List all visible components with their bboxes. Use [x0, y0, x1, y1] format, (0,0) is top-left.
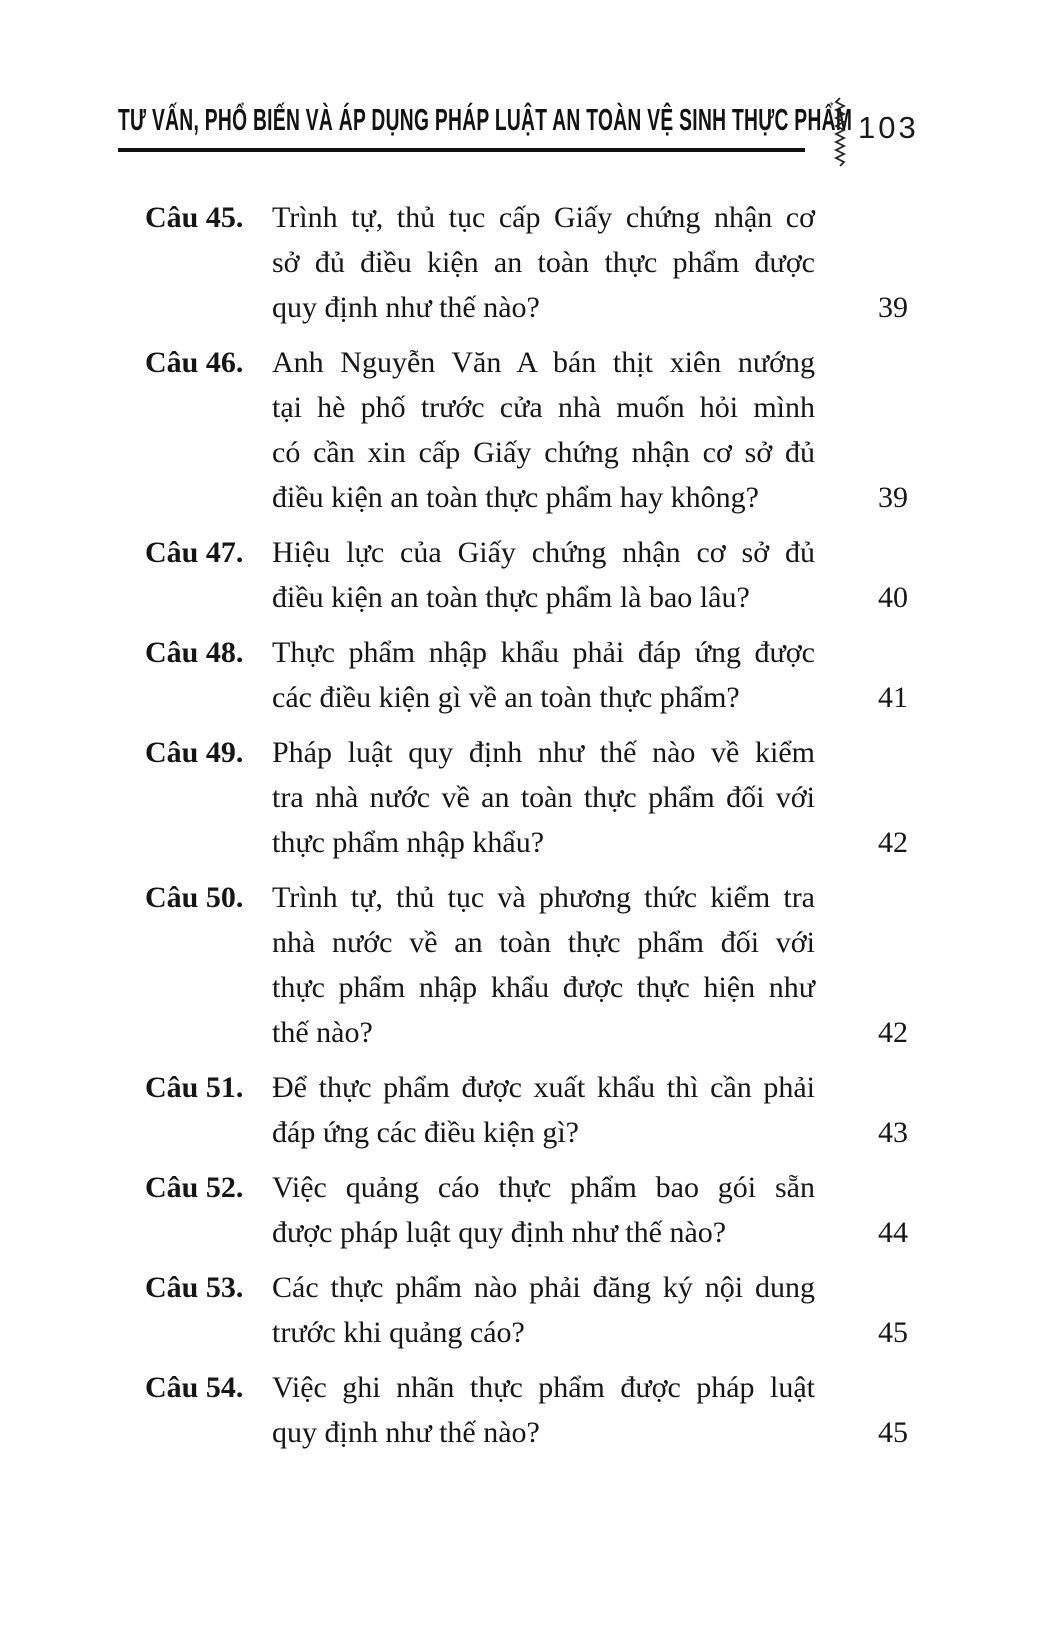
question-line: thực phẩm nhập khẩu được thực hiện như [272, 971, 815, 1004]
entry-label: Câu 51. [145, 1071, 244, 1104]
header-underline [118, 148, 805, 152]
entry-question [272, 630, 815, 720]
question-line: Pháp luật quy định như thế nào về kiểm [272, 736, 815, 769]
entry-question [272, 340, 815, 520]
toc-entry [145, 1165, 910, 1255]
question-line: thế nào? [272, 1016, 373, 1049]
page-number: 103 [858, 110, 919, 145]
entry-label: Câu 50. [145, 881, 244, 914]
table-of-contents [145, 195, 910, 1465]
entry-question [272, 1365, 815, 1455]
entry-label: Câu 54. [145, 1371, 244, 1404]
entry-question [272, 195, 815, 330]
question-line: Trình tự, thủ tục và phương thức kiểm tra [272, 881, 815, 914]
question-line: Việc ghi nhãn thực phẩm được pháp luật [272, 1371, 815, 1404]
toc-entry [145, 1065, 910, 1155]
entry-page-number: 45 [878, 1416, 908, 1449]
toc-entry [145, 195, 910, 330]
question-line: tra nhà nước về an toàn thực phẩm đối với [272, 781, 815, 814]
question-line: có cần xin cấp Giấy chứng nhận cơ sở đủ [272, 436, 815, 469]
entry-label: Câu 52. [145, 1171, 244, 1204]
entry-question [272, 730, 815, 865]
entry-question [272, 1165, 815, 1255]
question-line: Để thực phẩm được xuất khẩu thì cần phải [272, 1071, 815, 1104]
toc-entry [145, 340, 910, 520]
entry-page-number: 43 [878, 1116, 908, 1149]
question-line: quy định như thế nào? [272, 291, 540, 324]
entry-question [272, 875, 815, 1055]
toc-entry [145, 1265, 910, 1355]
question-line: Hiệu lực của Giấy chứng nhận cơ sở đủ [272, 536, 815, 569]
question-line: Trình tự, thủ tục cấp Giấy chứng nhận cơ [272, 201, 815, 234]
question-line: điều kiện an toàn thực phẩm là bao lâu? [272, 581, 750, 614]
question-line: các điều kiện gì về an toàn thực phẩm? [272, 681, 740, 714]
entry-label: Câu 53. [145, 1271, 244, 1304]
entry-label: Câu 49. [145, 736, 244, 769]
running-header-title: TƯ VẤN, PHỔ BIẾN VÀ ÁP DỤNG PHÁP LUẬT AN TOÀN VỆ SINH THỰC PHẨM [118, 102, 853, 137]
question-line: Các thực phẩm nào phải đăng ký nội dung [272, 1271, 815, 1304]
entry-question [272, 530, 815, 620]
toc-entry [145, 730, 910, 865]
question-line: Anh Nguyễn Văn A bán thịt xiên nướng [272, 346, 815, 379]
question-line: sở đủ điều kiện an toàn thực phẩm được [272, 246, 815, 279]
entry-page-number: 42 [878, 826, 908, 859]
entry-label: Câu 47. [145, 536, 244, 569]
entry-question [272, 1065, 815, 1155]
question-line: tại hè phố trước cửa nhà muốn hỏi mình [272, 391, 815, 424]
entry-page-number: 41 [878, 681, 908, 714]
question-line: trước khi quảng cáo? [272, 1316, 525, 1349]
question-line: nhà nước về an toàn thực phẩm đối với [272, 926, 815, 959]
question-line: điều kiện an toàn thực phẩm hay không? [272, 481, 759, 514]
entry-page-number: 44 [878, 1216, 908, 1249]
toc-entry [145, 875, 910, 1055]
entry-label: Câu 45. [145, 201, 244, 234]
question-line: Việc quảng cáo thực phẩm bao gói sẵn [272, 1171, 815, 1204]
entry-question [272, 1265, 815, 1355]
question-line: quy định như thế nào? [272, 1416, 540, 1449]
entry-page-number: 45 [878, 1316, 908, 1349]
toc-entry [145, 530, 910, 620]
toc-entry [145, 1365, 910, 1455]
entry-page-number: 39 [878, 481, 908, 514]
entry-page-number: 42 [878, 1016, 908, 1049]
question-line: Thực phẩm nhập khẩu phải đáp ứng được [272, 636, 815, 669]
question-line: đáp ứng các điều kiện gì? [272, 1116, 579, 1149]
entry-page-number: 39 [878, 291, 908, 324]
toc-entry [145, 630, 910, 720]
entry-label: Câu 46. [145, 346, 244, 379]
question-line: thực phẩm nhập khẩu? [272, 826, 545, 859]
entry-label: Câu 48. [145, 636, 244, 669]
question-line: được pháp luật quy định như thế nào? [272, 1216, 727, 1249]
vertical-zigzag-divider-icon [833, 97, 847, 167]
entry-page-number: 40 [878, 581, 908, 614]
